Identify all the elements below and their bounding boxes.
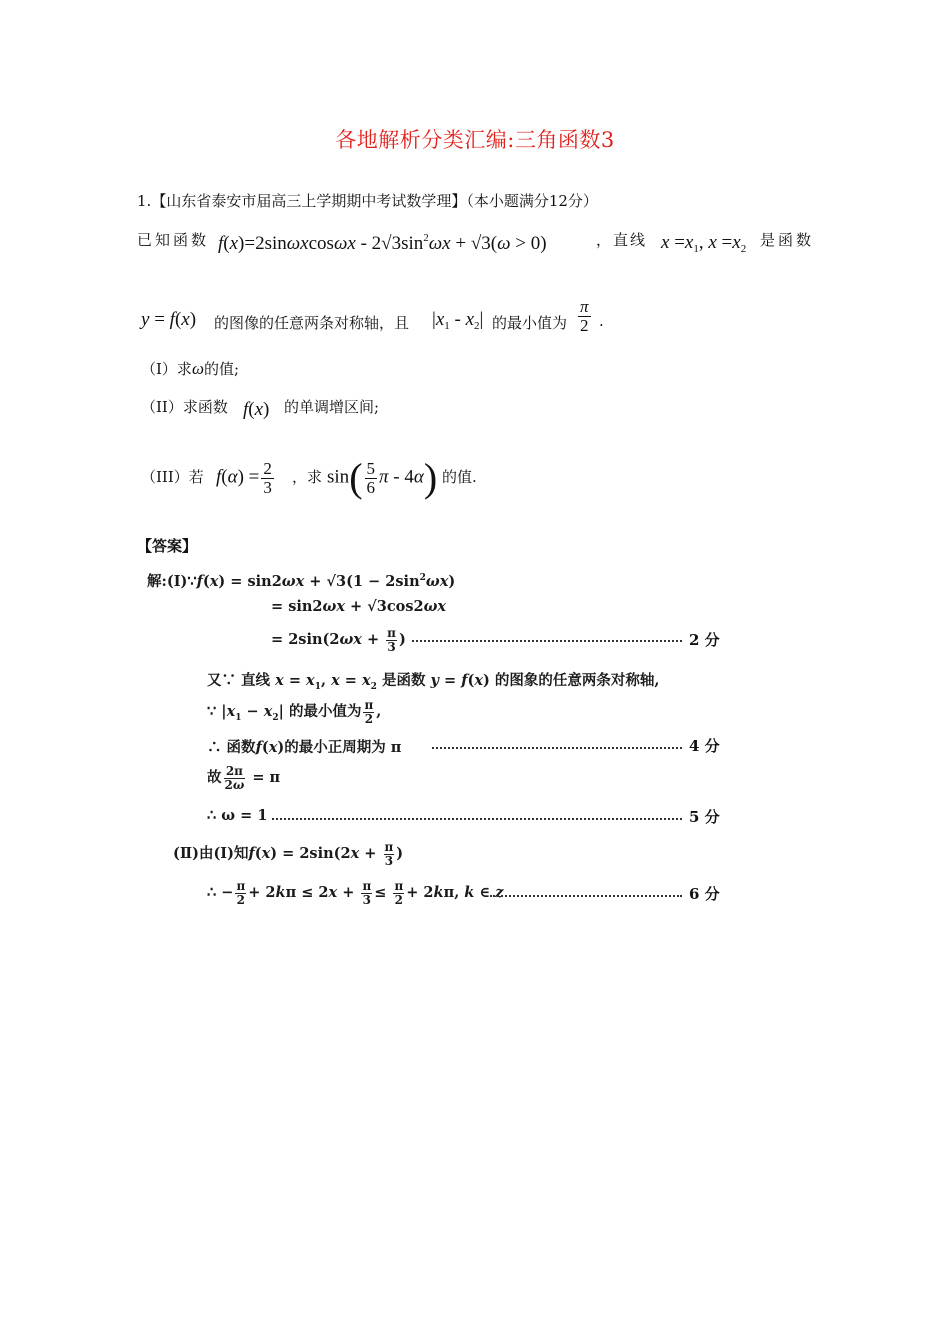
part2-fx: f(x) xyxy=(243,399,270,420)
part2-label: （II）求函数 xyxy=(141,398,228,416)
line-d-start: ∴ 函数 xyxy=(207,739,256,756)
score-label: 4 分 xyxy=(689,737,720,755)
part3-end: 的值. xyxy=(442,468,477,486)
dot-leader xyxy=(432,747,682,749)
score-label: 2 分 xyxy=(689,631,720,649)
solution-line-9: (Ⅱ)由(Ⅰ)知f(x) = 2sin(2x + $\frac{\pi}{3}$ ) xyxy=(173,840,404,868)
line-b-mid: 是函数 xyxy=(381,672,426,689)
score-label: 6 分 xyxy=(689,885,720,903)
problem-number: 1. xyxy=(137,192,152,210)
line-g-start: ∴ xyxy=(207,884,217,902)
line2-mid: 的图像的任意两条对称轴，且 xyxy=(214,314,410,332)
line-c-mid: 的最小值为 xyxy=(288,703,362,721)
part3-condition: f(α) = $\frac{2}{3}$ xyxy=(216,459,272,497)
solution-line-6: ∴ 函数f(x)的最小正周期为 π xyxy=(207,739,402,756)
line1-end: 是函数 xyxy=(760,231,815,249)
solution-line-10: ∴ − $\frac{\pi}{2}$ + 2kπ ≤ 2x + $\frac{\pi}{3}$ ≤ $\frac{\pi}{2}$ + 2kπ, k ∈ z xyxy=(207,879,504,907)
line-e-start: 故 xyxy=(207,769,222,787)
line1-prefix: 已知函数 xyxy=(137,231,210,249)
part2-start: (Ⅱ)由(Ⅰ)知 xyxy=(173,845,249,863)
score-label: 5 分 xyxy=(689,808,720,826)
dot-leader xyxy=(272,818,682,820)
solution-line-7: 故 $\frac{2\pi}{2\omega}$ = π xyxy=(207,764,281,792)
solution-line-5: ∵ $|x_1 - x_2|$ 的最小值为 $\frac{\pi}{2}$ , xyxy=(207,698,382,726)
page-title: 各地解析分类汇编:三角函数3 xyxy=(335,128,615,152)
part1-end: 的值; xyxy=(203,360,240,378)
solution-label: 解:(Ⅰ)∵ xyxy=(147,573,197,590)
y-equals-fx: y = f(x) xyxy=(141,309,197,330)
part3-label: （III）若 xyxy=(141,468,204,486)
line1-suffix: ，直线 xyxy=(596,231,648,249)
part1: （I）求ω的值; xyxy=(141,359,240,378)
solution-line-4: 又∵ 直线 $x = x_1$, $x = x_2$ 是函数 y = f(x) 的图象的任意两条对称轴, xyxy=(207,672,660,692)
line-b-end: 的图象的任意两条对称轴, xyxy=(494,672,660,689)
line-c-start: ∵ xyxy=(207,703,217,721)
pi-over-2: $\frac{\pi}{2}$ xyxy=(580,297,589,335)
part3-expression: sin( $\frac{5}{6}$ π - 4α) xyxy=(327,455,438,500)
solution-line-3: = 2sin(2ωx + $\frac{\pi}{3}$ ) xyxy=(271,626,406,654)
function-definition: $f(x)=2\sin\omega xcos\omega x - 2√3\sin^2\omega x + √3(\omega > 0)$ xyxy=(218,232,547,254)
problem-source: 【山东省泰安市届高三上学期期中考试数学理】 xyxy=(151,192,467,210)
part3-mid: ，求 xyxy=(292,468,323,486)
line2-period: . xyxy=(599,312,604,330)
line2-end: 的最小值为 xyxy=(492,314,568,332)
dot-leader xyxy=(490,895,682,897)
part2-end: 的单调增区间; xyxy=(284,398,380,416)
solution-line-8: ∴ ω = 1 xyxy=(207,807,268,824)
problem-header xyxy=(137,190,598,211)
problem-points: （本小题满分12分） xyxy=(466,192,598,210)
line-b-start: 又∵ 直线 xyxy=(207,672,271,689)
part1-label: （I）求 xyxy=(141,360,192,378)
answer-header: 【答案】 xyxy=(137,537,198,555)
dot-leader xyxy=(412,640,682,642)
axis-lines: $x =x_1$, $x =x_2$ xyxy=(661,232,747,255)
solution-line-2: = sin2ωx + √3cos2ωx xyxy=(271,598,447,615)
solution-line-1: 解:(Ⅰ)∵f(x) = $\sin 2\omega x + √3(1 - 2\sin^2\omega x)$ xyxy=(147,573,456,590)
abs-difference: $|x_1 - x_2|$ xyxy=(432,309,484,332)
line-d-end: 的最小正周期为 π xyxy=(284,739,402,756)
